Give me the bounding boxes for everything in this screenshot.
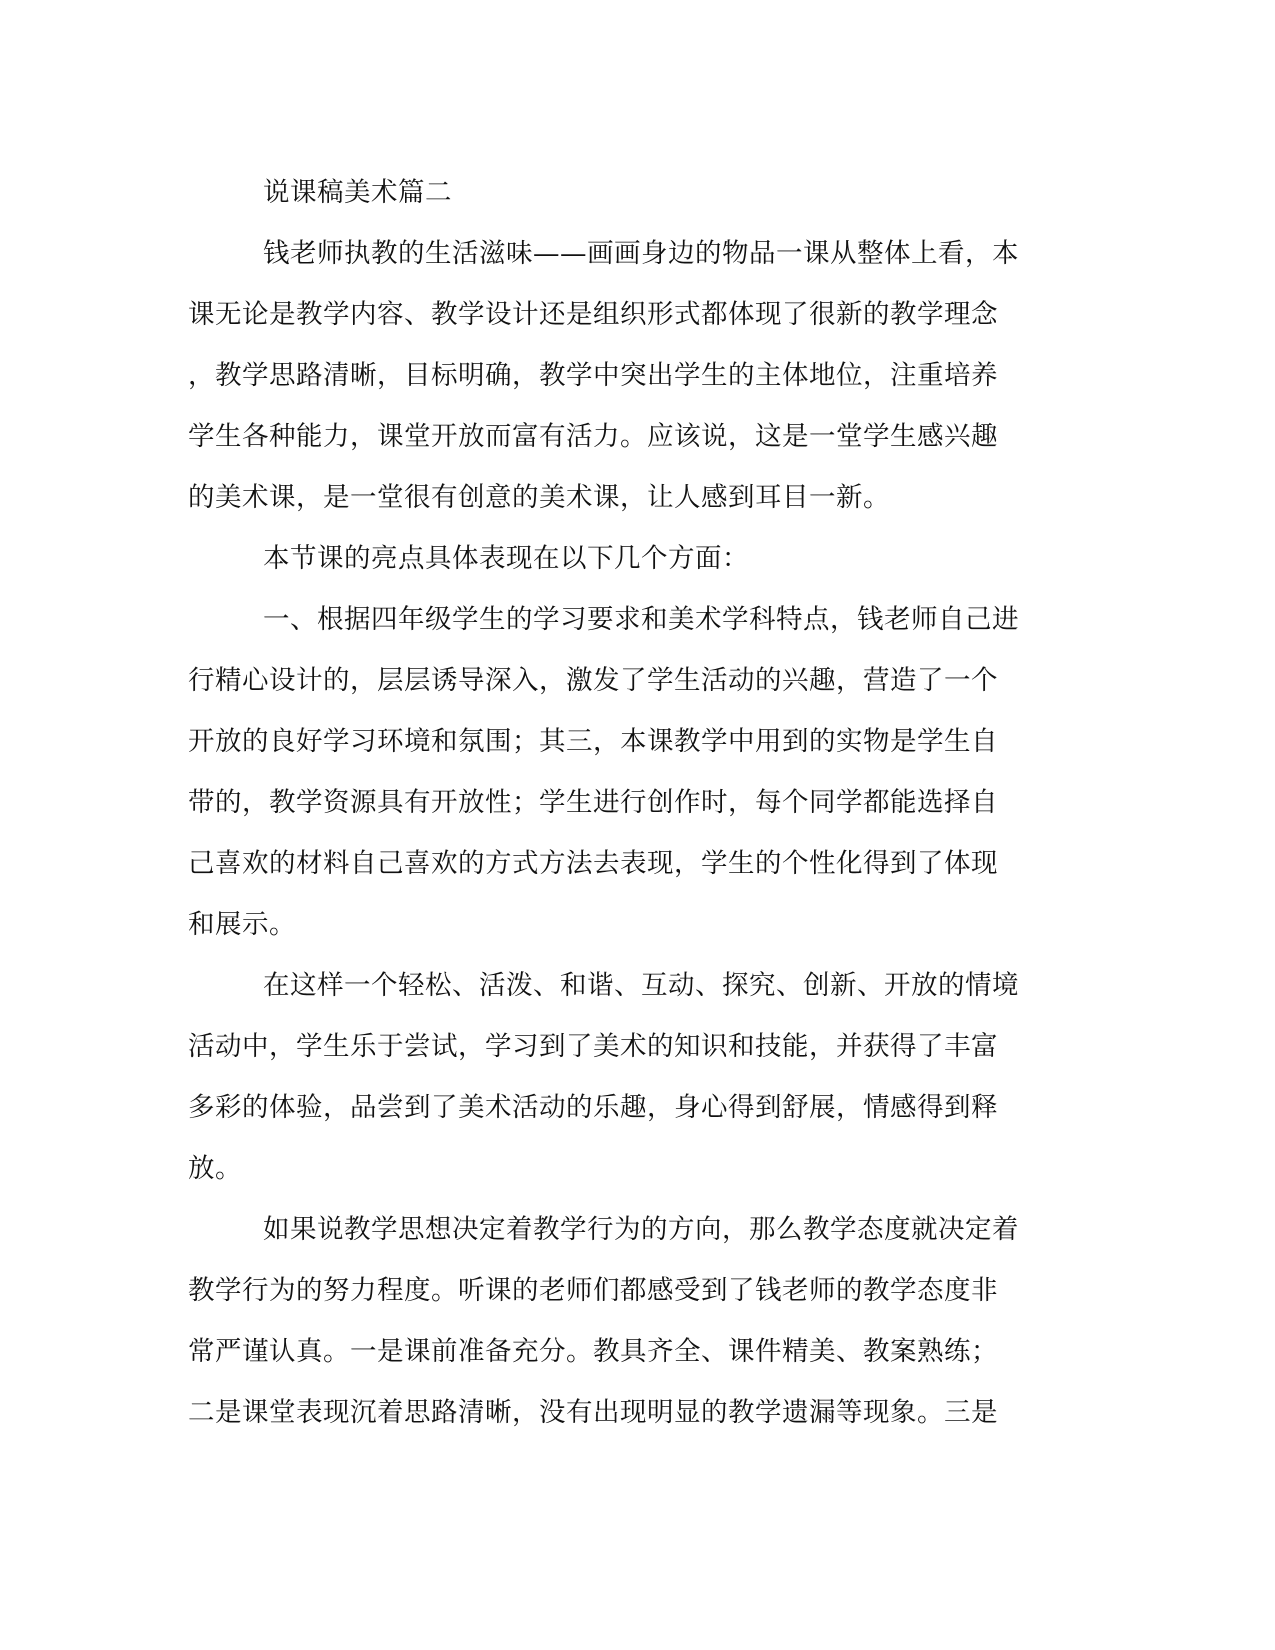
text-line: ，教学思路清晰，目标明确，教学中突出学生的主体地位，注重培养	[188, 360, 998, 391]
text-line: 放。	[188, 1153, 242, 1184]
text-line: 己喜欢的材料自己喜欢的方式方法去表现，学生的个性化得到了体现	[188, 848, 998, 879]
text-line: 常严谨认真。一是课前准备充分。教具齐全、课件精美、教案熟练；	[188, 1336, 998, 1367]
text-line: 的美术课，是一堂很有创意的美术课，让人感到耳目一新。	[188, 482, 890, 513]
text-line: 带的，教学资源具有开放性；学生进行创作时，每个同学都能选择自	[188, 787, 998, 818]
text-line: 一、根据四年级学生的学习要求和美术学科特点，钱老师自己进	[263, 604, 1019, 635]
text-line: 二是课堂表现沉着思路清晰，没有出现明显的教学遗漏等现象。三是	[188, 1397, 998, 1428]
text-line: 如果说教学思想决定着教学行为的方向，那么教学态度就决定着	[263, 1214, 1019, 1245]
text-line: 行精心设计的，层层诱导深入，激发了学生活动的兴趣，营造了一个	[188, 665, 998, 696]
text-line: 课无论是教学内容、教学设计还是组织形式都体现了很新的教学理念	[188, 299, 998, 330]
text-line: 在这样一个轻松、活泼、和谐、互动、探究、创新、开放的情境	[263, 970, 1019, 1001]
document-title: 说课稿美术篇二	[263, 177, 452, 208]
text-line: 和展示。	[188, 909, 296, 940]
document-body	[188, 162, 1068, 1443]
text-line: 本节课的亮点具体表现在以下几个方面：	[263, 543, 749, 574]
text-line: 开放的良好学习环境和氛围；其三，本课教学中用到的实物是学生自	[188, 726, 998, 757]
text-line: 学生各种能力，课堂开放而富有活力。应该说，这是一堂学生感兴趣	[188, 421, 998, 452]
text-line: 活动中，学生乐于尝试，学习到了美术的知识和技能，并获得了丰富	[188, 1031, 998, 1062]
text-line: 多彩的体验，品尝到了美术活动的乐趣，身心得到舒展，情感得到释	[188, 1092, 998, 1123]
text-line: 教学行为的努力程度。听课的老师们都感受到了钱老师的教学态度非	[188, 1275, 998, 1306]
text-line: 钱老师执教的生活滋味——画画身边的物品一课从整体上看，本	[263, 238, 1019, 269]
